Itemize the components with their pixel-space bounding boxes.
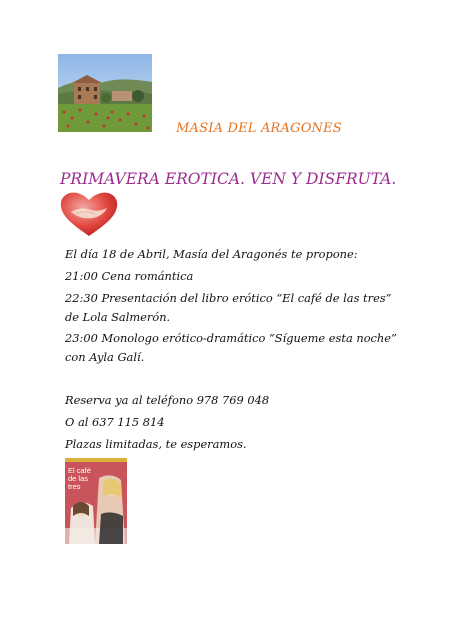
- book-cover-title: El café de las tres: [68, 466, 91, 491]
- reservation-mobile: O al 637 115 814: [65, 415, 165, 429]
- program-item-dinner: 21:00 Cena romántica: [65, 269, 194, 283]
- page-headline: PRIMAVERA EROTICA. VEN Y DISFRUTA.: [60, 170, 397, 188]
- farmhouse-photo: [58, 54, 152, 132]
- program-item-book: 22:30 Presentación del libro erótico “El café de las tres” de Lola Salmerón.: [65, 291, 392, 324]
- reservation-phone: Reserva ya al teléfono 978 769 048: [65, 393, 270, 407]
- event-intro: El día 18 de Abril, Masía del Aragonés te propone:: [65, 247, 358, 261]
- heart-icon: [57, 188, 121, 238]
- limited-seats-note: Plazas limitadas, te esperamos.: [65, 437, 247, 451]
- brand-title: MASIA DEL ARAGONES: [176, 121, 342, 136]
- book-cover-image: [65, 458, 127, 544]
- program-item-monologue: 23:00 Monologo erótico-dramático “Sígueme esta noche” con Ayla Galí.: [65, 331, 397, 364]
